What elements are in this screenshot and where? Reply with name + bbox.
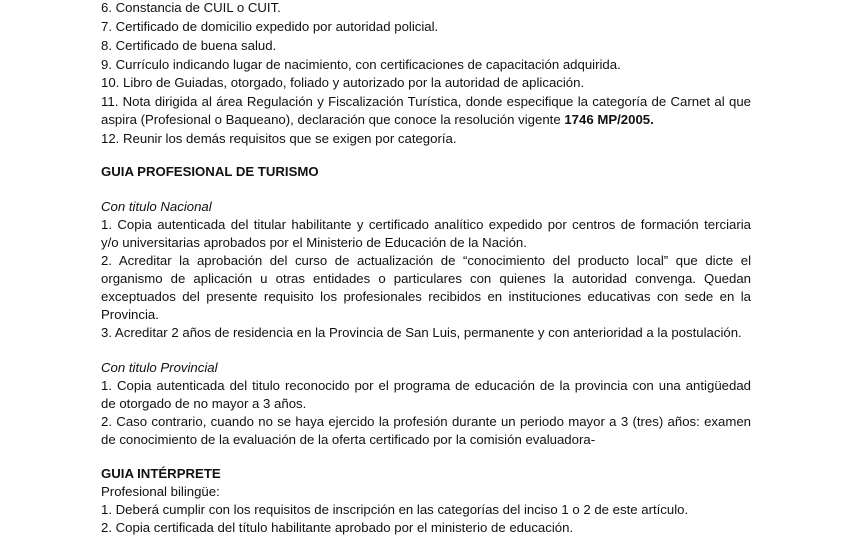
requirement-7: 7. Certificado de domicilio expedido por autoridad policial. bbox=[101, 19, 439, 34]
interprete-subtitle: Profesional bilingüe: bbox=[101, 484, 220, 499]
interprete-item-2: 2. Copia certificada del título habilitante aprobado por el ministerio de educación. bbox=[101, 520, 574, 535]
requirement-10: 10. Libro de Guiadas, otorgado, foliado y autorizado por la autoridad de aplicación. bbox=[101, 75, 585, 90]
section-heading-guia-profesional: GUIA PROFESIONAL DE TURISMO bbox=[101, 164, 319, 179]
subsection-heading-provincial: Con titulo Provincial bbox=[101, 360, 218, 375]
provincial-item-1-line-1: 1. Copia autenticada del titulo reconocido por el programa de educación de la provincia con una antigüedad bbox=[101, 378, 751, 393]
nacional-item-3: 3. Acreditar 2 años de residencia en la Provincia de San Luis, permanente y con anterioridad a la postulación. bbox=[101, 325, 742, 340]
nacional-item-2-line-2: organismo de aplicación u otras entidades o particulares con quienes la autoridad convenga. Quedan bbox=[101, 271, 751, 286]
requirement-11-line-2 bbox=[101, 111, 751, 129]
nacional-item-1-line-1: 1. Copia autenticada del titular habilitante y certificado analítico expedido por centros de formación terciaria bbox=[101, 217, 751, 232]
requirement-8: 8. Certificado de buena salud. bbox=[101, 38, 277, 53]
requirement-6: 6. Constancia de CUIL o CUIT. bbox=[101, 0, 281, 15]
resolution-number: 1746 MP/2005. bbox=[564, 112, 654, 127]
requirement-11-line-1: 11. Nota dirigida al área Regulación y Fiscalización Turística, donde especifique la categoría de Carnet al que bbox=[101, 94, 751, 109]
subsection-heading-nacional: Con titulo Nacional bbox=[101, 199, 212, 214]
requirement-11-line-2-text: aspira (Profesional o Baqueano), declaración que conoce la resolución vigente bbox=[101, 112, 565, 127]
provincial-item-2-line-1: 2. Caso contrario, cuando no se haya ejercido la profesión durante un periodo mayor a 3 (tres) años: examen bbox=[101, 414, 751, 429]
nacional-item-2-line-4: Provincia. bbox=[101, 307, 159, 322]
nacional-item-1-line-2: y/o universitarias aprobados por el Ministerio de Educación de la Nación. bbox=[101, 235, 527, 250]
nacional-item-2-line-1: 2. Acreditar la aprobación del curso de actualización de “conocimiento del producto local” que dicte el bbox=[101, 253, 751, 268]
provincial-item-1-line-2: de otorgado de no mayor a 3 años. bbox=[101, 396, 307, 411]
provincial-item-2-line-2: de conocimiento de la evaluación de la oferta certificado por la comisión evaluadora- bbox=[101, 432, 596, 447]
requirement-12: 12. Reunir los demás requisitos que se exigen por categoría. bbox=[101, 131, 457, 146]
interprete-item-1: 1. Deberá cumplir con los requisitos de inscripción en las categorías del inciso 1 o 2 de este artículo. bbox=[101, 502, 689, 517]
requirement-9: 9. Currículo indicando lugar de nacimiento, con certificaciones de capacitación adquirida. bbox=[101, 57, 621, 72]
nacional-item-2-line-3: exceptuados del presente requisito los profesionales recibidos en instituciones educativas con sede en la bbox=[101, 289, 751, 304]
section-heading-guia-interprete: GUIA INTÉRPRETE bbox=[101, 466, 221, 481]
